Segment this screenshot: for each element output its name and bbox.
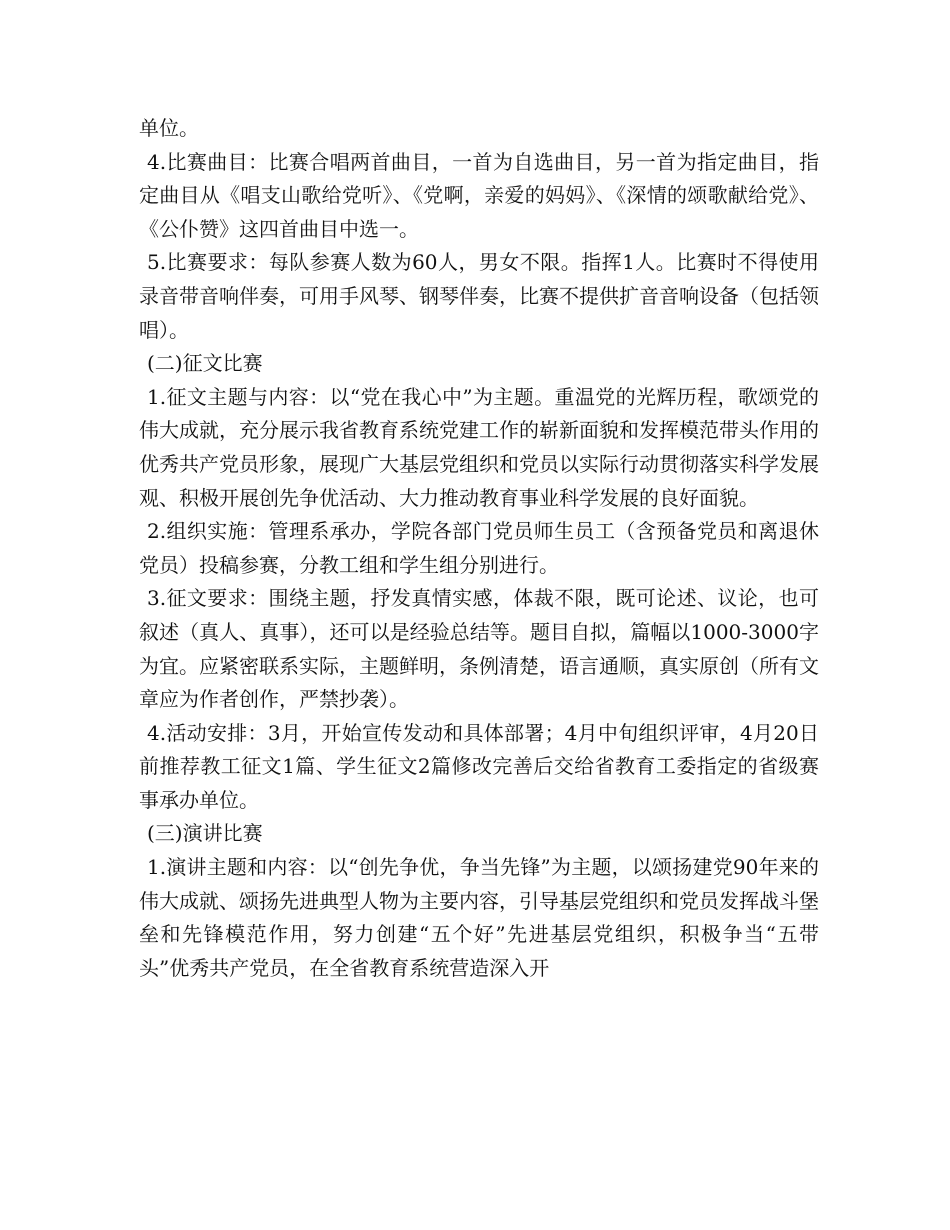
paragraph-essay-requirements: 3.征文要求：围绕主题，抒发真情实感，体裁不限，既可论述、议论，也可叙述（真人、真事），还可以是经验总结等。题目自拟，篇幅以1000-3000字为宜。应紧密联系实际，主题鲜明，条例清楚，语言通顺，真实原创（所有文章应为作者创作，严禁抄袭）。 bbox=[139, 586, 819, 712]
paragraph-essay-organization: 2.组织实施：管理系承办，学院各部门党员师生员工（含预备党员和离退休党员）投稿参赛，分教工组和学生组分别进行。 bbox=[139, 519, 819, 577]
document-body bbox=[139, 112, 819, 985]
paragraph-speech-theme: 1.演讲主题和内容：以“创先争优，争当先锋”为主题，以颂扬建党90年来的伟大成就、颂扬先进典型人物为主要内容，引导基层党组织和党员发挥战斗堡垒和先锋模范作用，努力创建“五个好”先进基层党组织，积极争当“五带头”优秀共产党员，在全省教育系统营造深入开 bbox=[139, 855, 819, 980]
paragraph-essay-theme: 1.征文主题与内容：以“党在我心中”为主题。重温党的光辉历程，歌颂党的伟大成就，充分展示我省教育系统党建工作的崭新面貌和发挥模范带头作用的优秀共产党员形象，展现广大基层党组织和党员以实际行动贯彻落实科学发展观、积极开展创先争优活动、大力推动教育事业科学发展的良好面貌。 bbox=[139, 384, 819, 510]
paragraph-song-selection: 4.比赛曲目：比赛合唱两首曲目，一首为自选曲目，另一首为指定曲目，指定曲目从《唱支山歌给党听》、《党啊，亲爱的妈妈》、《深情的颂歌献给党》、《公仆赞》这四首曲目中选一。 bbox=[139, 149, 819, 241]
paragraph-competition-requirements: 5.比赛要求：每队参赛人数为60人，男女不限。指挥1人。比赛时不得使用录音带音响伴奏，可用手风琴、钢琴伴奏，比赛不提供扩音音响设备（包括领唱）。 bbox=[139, 250, 819, 342]
paragraph-essay-schedule: 4.活动安排：3月，开始宣传发动和具体部署；4月中旬组织评审，4月20日前推荐教工征文1篇、学生征文2篇修改完善后交给省教育工委指定的省级赛事承办单位。 bbox=[139, 720, 819, 812]
paragraph-continuation: 单位。 bbox=[139, 116, 199, 140]
section-heading-speech: (三)演讲比赛 bbox=[147, 821, 263, 846]
section-heading-essay: (二)征文比赛 bbox=[147, 351, 263, 376]
